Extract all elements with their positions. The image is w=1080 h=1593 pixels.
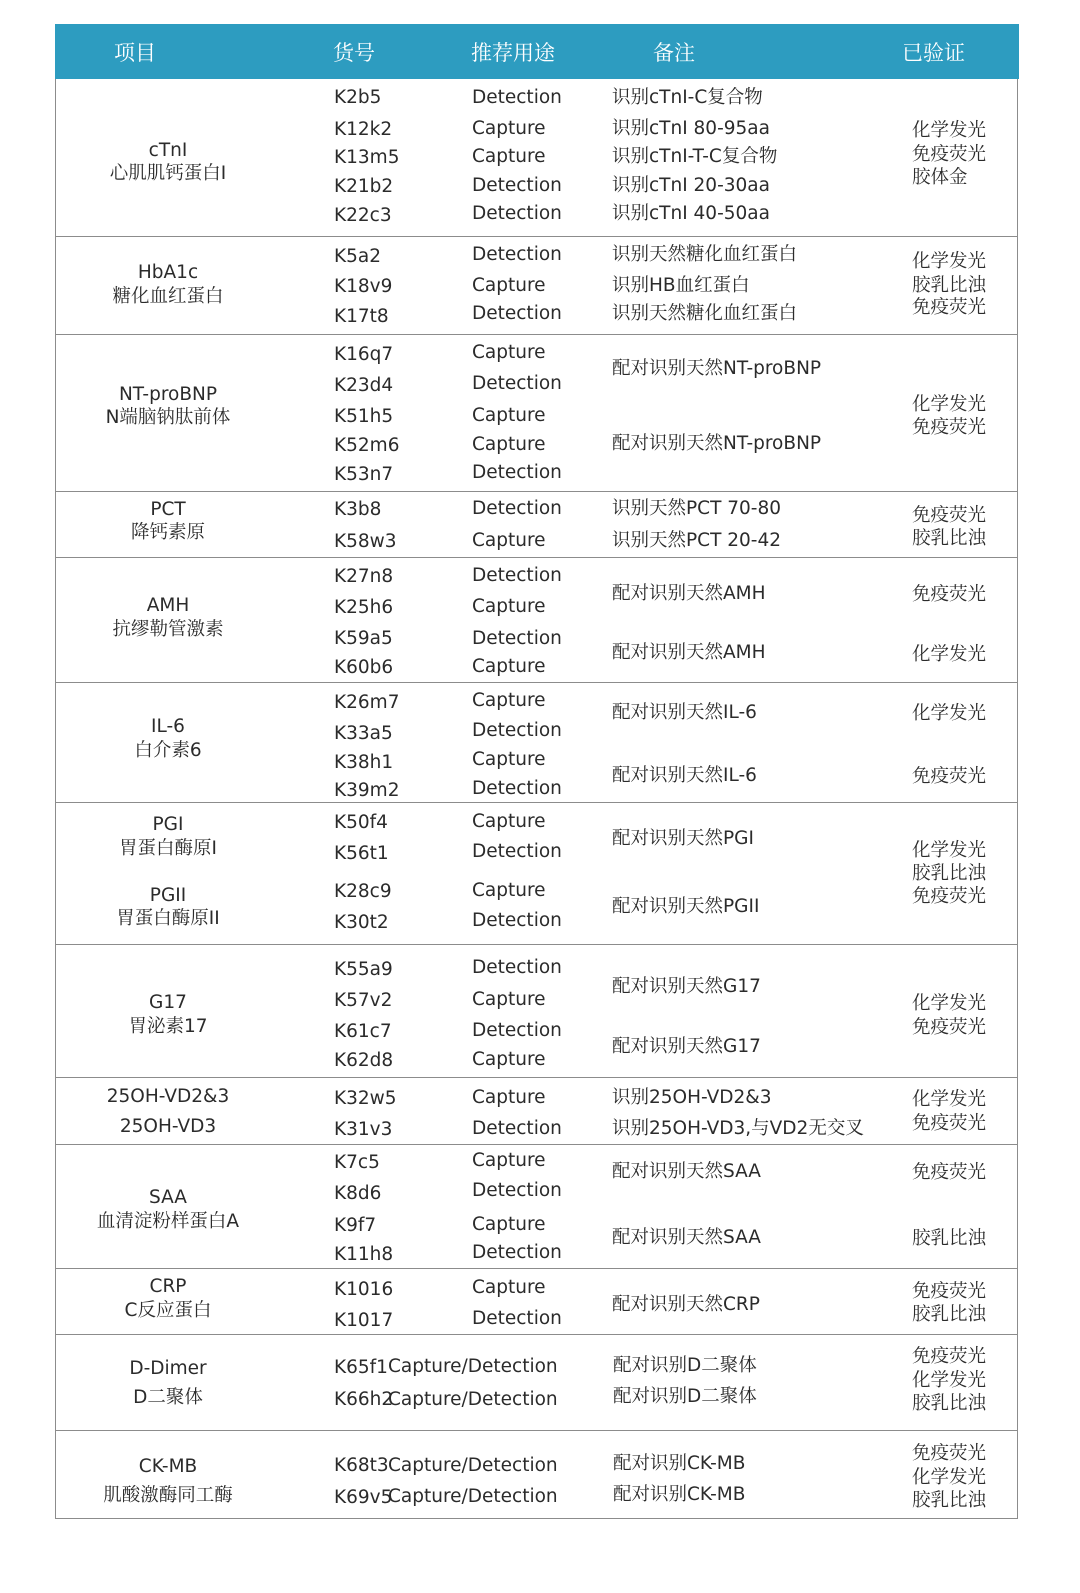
usage-text: Detection	[472, 1308, 562, 1329]
validated-method: 胶乳比浊	[912, 275, 987, 296]
note-text: 识别cTnI-C复合物	[612, 87, 763, 108]
catalog-number: K7c5	[334, 1152, 380, 1173]
catalog-number: K68t3	[334, 1455, 389, 1476]
usage-text: Capture	[472, 656, 546, 677]
usage-text: Capture	[472, 1277, 546, 1298]
usage-text: Capture	[472, 1049, 546, 1070]
note-text: 配对识别天然AMH	[612, 583, 766, 604]
catalog-number: K11h8	[334, 1244, 394, 1265]
validated-method: 免疫荧光	[912, 886, 987, 907]
usage-text: Detection	[472, 957, 562, 978]
item-name: PGI	[152, 814, 184, 835]
note-text: 配对识别D二聚体	[613, 1355, 757, 1376]
table-row	[56, 944, 1017, 1078]
usage-text: Capture	[472, 1150, 546, 1171]
note-text: 配对识别天然NT-proBNP	[612, 358, 822, 379]
validated-method: 化学发光	[912, 644, 987, 665]
validated-method: 免疫荧光	[912, 417, 987, 438]
table-header	[55, 24, 1019, 79]
item-name: 胃泌素17	[128, 1016, 208, 1037]
item-name: 血清淀粉样蛋白A	[96, 1211, 240, 1232]
catalog-number: K60b6	[334, 657, 394, 678]
table-row	[56, 1430, 1017, 1520]
table-row	[56, 682, 1017, 803]
validated-method: 化学发光	[912, 394, 987, 415]
header-item: 项目	[114, 41, 156, 65]
catalog-number: K9f7	[334, 1215, 377, 1236]
validated-method: 化学发光	[912, 1467, 987, 1488]
usage-text: Detection	[472, 373, 562, 394]
catalog-number: K3b8	[334, 499, 382, 520]
note-text: 配对识别天然G17	[612, 976, 761, 997]
usage-text: Detection	[472, 203, 562, 224]
catalog-number: K18v9	[334, 276, 393, 297]
catalog-number: K13m5	[334, 147, 400, 168]
usage-text: Detection	[472, 565, 562, 586]
usage-text: Capture	[472, 749, 546, 770]
item-name: CRP	[149, 1276, 187, 1297]
item-name: AMH	[146, 595, 190, 616]
header-validated: 已验证	[902, 41, 965, 65]
validated-method: 免疫荧光	[912, 1443, 987, 1464]
item-name: G17	[149, 992, 187, 1013]
catalog-number: K5a2	[334, 246, 382, 267]
usage-text: Capture	[472, 690, 546, 711]
usage-text: Detection	[472, 1118, 562, 1139]
usage-text: Capture/Detection	[388, 1486, 558, 1507]
item-name: 胃蛋白酶原II	[116, 908, 220, 929]
usage-text: Capture	[472, 275, 546, 296]
validated-method: 胶乳比浊	[912, 1393, 987, 1414]
note-text: 识别cTnI 80-95aa	[612, 118, 770, 139]
catalog-number: K33a5	[334, 723, 393, 744]
usage-text: Detection	[472, 462, 562, 483]
usage-text: Capture	[472, 118, 546, 139]
validated-method: 胶乳比浊	[912, 528, 987, 549]
validated-method: 免疫荧光	[912, 1017, 987, 1038]
note-text: 配对识别天然PGII	[612, 896, 760, 917]
validated-method: 免疫荧光	[912, 1346, 987, 1367]
item-name: SAA	[149, 1187, 187, 1208]
catalog-number: K65f1	[334, 1357, 388, 1378]
validated-method: 免疫荧光	[912, 297, 987, 318]
header-usage: 推荐用途	[471, 41, 555, 65]
header-note: 备注	[653, 41, 695, 65]
usage-text: Capture	[472, 811, 546, 832]
catalog-number: K69v5	[334, 1487, 393, 1508]
catalog-number: K22c3	[334, 205, 392, 226]
item-name: 抗缪勒管激素	[112, 619, 224, 640]
catalog-number: K28c9	[334, 881, 392, 902]
catalog-number: K57v2	[334, 990, 393, 1011]
catalog-number: K31v3	[334, 1119, 393, 1140]
usage-text: Detection	[472, 1020, 562, 1041]
item-name: HbA1c	[137, 262, 199, 283]
item-name: 心肌肌钙蛋白I	[109, 163, 227, 184]
validated-method: 胶乳比浊	[912, 863, 987, 884]
usage-text: Capture	[472, 530, 546, 551]
note-text: 配对识别天然G17	[612, 1036, 761, 1057]
catalog-number: K30t2	[334, 912, 389, 933]
usage-text: Detection	[472, 910, 562, 931]
usage-text: Detection	[472, 303, 562, 324]
usage-text: Detection	[472, 87, 562, 108]
item-name: 肌酸激酶同工酶	[103, 1485, 233, 1506]
note-text: 配对识别天然SAA	[612, 1161, 761, 1182]
note-text: 识别天然糖化血红蛋白	[612, 303, 798, 324]
table-row	[56, 236, 1017, 335]
catalog-number: K55a9	[334, 959, 393, 980]
validated-method: 免疫荧光	[912, 766, 987, 787]
validated-method: 胶乳比浊	[912, 1228, 987, 1249]
catalog-number: K38h1	[334, 752, 394, 773]
catalog-number: K39m2	[334, 780, 400, 801]
item-name: PCT	[150, 499, 186, 520]
usage-text: Capture	[472, 342, 546, 363]
note-text: 识别天然PCT 20-42	[612, 530, 782, 551]
table-row	[56, 1077, 1017, 1145]
note-text: 识别cTnI 20-30aa	[612, 175, 770, 196]
item-name: N端脑钠肽前体	[105, 407, 231, 428]
note-text: 识别天然PCT 70-80	[612, 498, 782, 519]
catalog-number: K53n7	[334, 464, 394, 485]
catalog-number: K50f4	[334, 812, 388, 833]
validated-method: 免疫荧光	[912, 1162, 987, 1183]
usage-text: Capture/Detection	[388, 1356, 558, 1377]
item-name: CK-MB	[138, 1456, 198, 1477]
catalog-number: K1016	[334, 1279, 394, 1300]
catalog-number: K27n8	[334, 566, 394, 587]
usage-text: Capture/Detection	[388, 1455, 558, 1476]
table-row	[56, 79, 1017, 236]
table-row	[56, 802, 1017, 945]
note-text: 配对识别D二聚体	[613, 1386, 757, 1407]
item-name: cTnI	[148, 140, 188, 161]
usage-text: Capture	[472, 434, 546, 455]
catalog-number: K62d8	[334, 1050, 394, 1071]
note-text: 识别cTnI-T-C复合物	[612, 146, 778, 167]
note-text: 配对识别CK-MB	[613, 1453, 746, 1474]
usage-text: Detection	[472, 841, 562, 862]
catalog-number: K32w5	[334, 1088, 397, 1109]
validated-method: 化学发光	[912, 840, 987, 861]
catalog-number: K26m7	[334, 692, 400, 713]
validated-method: 化学发光	[912, 703, 987, 724]
note-text: 配对识别天然PGI	[612, 828, 754, 849]
usage-text: Detection	[472, 1180, 562, 1201]
validated-method: 免疫荧光	[912, 584, 987, 605]
catalog-number: K66h2	[334, 1389, 394, 1410]
catalog-number: K17t8	[334, 306, 389, 327]
item-name: C反应蛋白	[124, 1300, 212, 1321]
validated-method: 胶乳比浊	[912, 1304, 987, 1325]
note-text: 配对识别CK-MB	[613, 1484, 746, 1505]
validated-method: 胶乳比浊	[912, 1490, 987, 1511]
item-name: NT-proBNP	[118, 384, 218, 405]
catalog-number: K21b2	[334, 176, 394, 197]
item-name: 25OH-VD3	[119, 1116, 217, 1137]
antibody-table	[55, 24, 1018, 1519]
catalog-number: K61c7	[334, 1021, 392, 1042]
note-text: 识别25OH-VD3,与VD2无交叉	[612, 1118, 864, 1139]
validated-method: 化学发光	[912, 120, 987, 141]
table-row	[56, 557, 1017, 683]
note-text: 配对识别天然CRP	[612, 1294, 760, 1315]
note-text: 配对识别天然AMH	[612, 642, 766, 663]
usage-text: Capture	[472, 880, 546, 901]
catalog-number: K51h5	[334, 406, 394, 427]
validated-method: 免疫荧光	[912, 505, 987, 526]
table-row	[56, 491, 1017, 558]
usage-text: Capture	[472, 1087, 546, 1108]
catalog-number: K58w3	[334, 531, 397, 552]
catalog-number: K1017	[334, 1310, 394, 1331]
item-name: PGII	[149, 885, 187, 906]
usage-text: Capture	[472, 146, 546, 167]
catalog-number: K25h6	[334, 597, 394, 618]
validated-method: 免疫荧光	[912, 1113, 987, 1134]
note-text: 配对识别天然IL-6	[612, 765, 757, 786]
catalog-number: K56t1	[334, 843, 389, 864]
item-name: 胃蛋白酶原I	[119, 838, 217, 859]
usage-text: Detection	[472, 498, 562, 519]
note-text: 配对识别天然SAA	[612, 1227, 761, 1248]
usage-text: Detection	[472, 1242, 562, 1263]
catalog-number: K59a5	[334, 628, 393, 649]
item-name: IL-6	[151, 716, 185, 737]
note-text: 识别HB血红蛋白	[612, 275, 750, 296]
item-name: D-Dimer	[129, 1358, 207, 1379]
validated-method: 免疫荧光	[912, 144, 987, 165]
catalog-number: K12k2	[334, 119, 393, 140]
catalog-number: K16q7	[334, 344, 394, 365]
validated-method: 化学发光	[912, 1089, 987, 1110]
catalog-number: K2b5	[334, 87, 382, 108]
catalog-number: K23d4	[334, 375, 394, 396]
usage-text: Capture	[472, 405, 546, 426]
catalog-number: K8d6	[334, 1183, 382, 1204]
item-name: D二聚体	[133, 1387, 203, 1408]
validated-method: 胶体金	[912, 167, 968, 188]
header-catalog: 货号	[333, 41, 375, 65]
item-name: 降钙素原	[130, 522, 205, 543]
usage-text: Detection	[472, 628, 562, 649]
usage-text: Capture	[472, 989, 546, 1010]
usage-text: Capture/Detection	[388, 1389, 558, 1410]
usage-text: Detection	[472, 778, 562, 799]
table-row	[56, 334, 1017, 492]
usage-text: Capture	[472, 596, 546, 617]
table-row	[56, 1334, 1017, 1431]
usage-text: Detection	[472, 175, 562, 196]
validated-method: 免疫荧光	[912, 1281, 987, 1302]
item-name: 25OH-VD2&3	[106, 1086, 230, 1107]
note-text: 配对识别天然IL-6	[612, 702, 757, 723]
note-text: 识别25OH-VD2&3	[612, 1087, 772, 1108]
validated-method: 化学发光	[912, 993, 987, 1014]
validated-method: 化学发光	[912, 1370, 987, 1391]
catalog-number: K52m6	[334, 435, 400, 456]
table-row	[56, 1144, 1017, 1269]
note-text: 配对识别天然NT-proBNP	[612, 433, 822, 454]
item-name: 白介素6	[134, 740, 202, 761]
item-name: 糖化血红蛋白	[112, 286, 224, 307]
note-text: 识别cTnI 40-50aa	[612, 203, 770, 224]
usage-text: Capture	[472, 1214, 546, 1235]
validated-method: 化学发光	[912, 251, 987, 272]
usage-text: Detection	[472, 720, 562, 741]
usage-text: Detection	[472, 244, 562, 265]
note-text: 识别天然糖化血红蛋白	[612, 244, 798, 265]
table-row	[56, 1268, 1017, 1335]
